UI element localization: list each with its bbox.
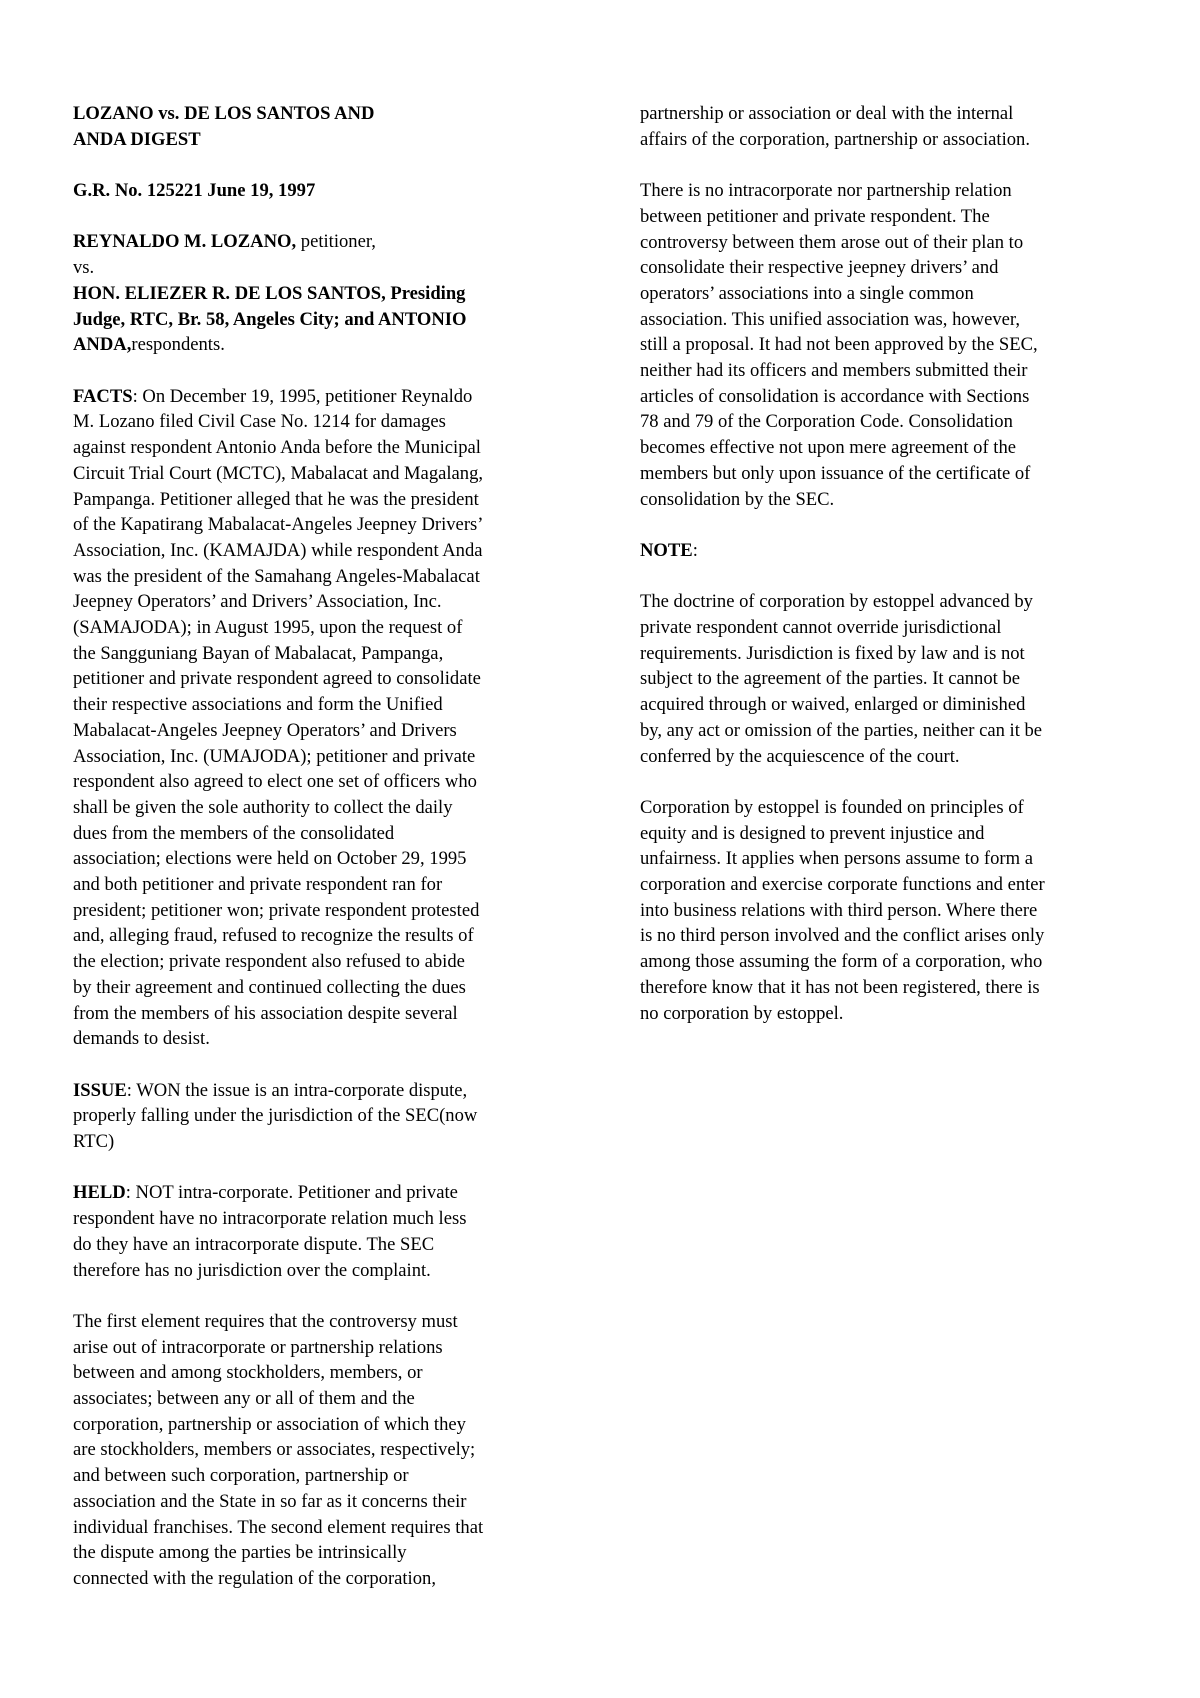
paragraph-line: The first element requires that the controversy must [73,1310,458,1332]
paragraph-line: still a proposal. It had not been approved by the SEC, [640,334,1038,356]
continuation-paragraph [640,101,1140,152]
paragraph-line: the Sangguniang Bayan of Mabalacat, Pampanga, [73,642,444,664]
respondent-line: HON. ELIEZER R. DE LOS SANTOS, Presiding [73,282,466,304]
left-column [73,101,573,1617]
paragraph-line: petitioner and private respondent agreed to consolidate [73,668,481,690]
facts-paragraph [73,384,573,1052]
paragraph-line: (SAMAJODA); in August 1995, upon the request of [73,617,463,639]
paragraph-line: partnership or association or deal with the internal [640,103,1014,124]
issue-paragraph [73,1078,573,1155]
paragraph-line: Circuit Trial Court (MCTC), Mabalacat and Magalang, [73,462,484,484]
title-line: ANDA DIGEST [73,128,201,150]
paragraph-line: requirements. Jurisdiction is fixed by law and is not [640,642,1025,664]
paragraph-line: corporation and exercise corporate functions and enter [640,874,1045,896]
paragraph-line: their respective associations and form the Unified [73,694,443,716]
paragraph-line: association; elections were held on October 29, 1995 [73,848,467,870]
facts-label: FACTS [73,385,133,407]
title-line: LOZANO vs. DE LOS SANTOS AND [73,103,375,124]
paragraph-line: conferred by the acquiescence of the court. [640,745,960,767]
paragraph-line: Association, Inc. (KAMAJDA) while respondent Anda [73,539,483,561]
paragraph-line: president; petitioner won; private respondent protested [73,899,480,921]
paragraph-line: no corporation by estoppel. [640,1002,844,1024]
paragraph-line: against respondent Antonio Anda before the Municipal [73,437,481,459]
paragraph-line: controversy between them arose out of their plan to [640,231,1024,253]
paragraph-line: and both petitioner and private respondent ran for [73,874,443,896]
paragraph-line: are stockholders, members or associates, respectively; [73,1439,476,1461]
paragraph-line: the dispute among the parties be intrinsically [73,1542,407,1564]
held-label: HELD [73,1182,126,1204]
paragraph-line: consolidate their respective jeepney drivers’ and [640,257,999,279]
paragraph-line: respondent have no intracorporate relation much less [73,1208,467,1230]
paragraph-line: connected with the regulation of the corporation, [73,1567,436,1589]
paragraph-line: therefore know that it has not been registered, there is [640,976,1040,998]
paragraph-line: from the members of his association despite several [73,1002,458,1024]
paragraph-line: and between such corporation, partnership or [73,1465,409,1487]
first-element-paragraph [73,1309,573,1592]
paragraph-line: affairs of the corporation, partnership or association. [640,128,1030,150]
paragraph-line: and, alleging fraud, refused to recognize the results of [73,925,474,947]
paragraph-line: therefore has no jurisdiction over the complaint. [73,1259,431,1281]
paragraph-line: unfairness. It applies when persons assume to form a [640,848,1033,870]
paragraph-line: operators’ associations into a single common [640,282,974,304]
paragraph-line: neither had its officers and members submitted their [640,360,1028,382]
paragraph-line: Pampanga. Petitioner alleged that he was the president [73,488,479,510]
paragraph-line: ISSUE: WON the issue is an intra-corporate dispute, [73,1079,468,1101]
note-colon: : [692,539,698,561]
paragraph-line: between and among stockholders, members, or [73,1362,423,1384]
paragraph-line: arise out of intracorporate or partnership relations [73,1336,443,1358]
paragraph-line: Mabalacat-Angeles Jeepney Operators’ and Drivers [73,719,457,741]
note-heading [640,538,1140,564]
paragraph-line: among those assuming the form of a corporation, who [640,951,1043,973]
paragraph-line: There is no intracorporate nor partnership relation [640,180,1012,202]
paragraph-line: association. This unified association was, however, [640,308,1021,330]
petitioner-line [73,229,573,255]
respondent-role: respondents. [131,334,225,356]
paragraph-line: subject to the agreement of the parties. It cannot be [640,668,1020,690]
note-label: NOTE [640,539,693,561]
paragraph-line: demands to desist. [73,1028,210,1050]
paragraph-line: individual franchises. The second element requires that [73,1516,484,1538]
parties-block [73,229,573,358]
paragraph-line: becomes effective not upon mere agreement of the [640,437,1017,459]
paragraph-line: private respondent cannot override jurisdictional [640,617,1002,639]
respondent-line [73,332,573,358]
versus-text: vs. [73,257,95,279]
respondent-line: Judge, RTC, Br. 58, Angeles City; and ANTONIO [73,308,467,330]
paragraph-line: Corporation by estoppel is founded on principles of [640,796,1024,818]
doctrine-paragraph [640,589,1140,769]
paragraph-line: is no third person involved and the conflict arises only [640,925,1045,947]
estoppel-paragraph [640,795,1140,1026]
right-column [640,101,1140,1052]
paragraph-line: the election; private respondent also refused to abide [73,951,465,973]
paragraph-line: into business relations with third person. Where there [640,899,1038,921]
held-paragraph [73,1180,573,1283]
paragraph-line: Jeepney Operators’ and Drivers’ Association, Inc. [73,591,442,613]
paragraph-line: between petitioner and private respondent. The [640,205,990,227]
paragraph-line: RTC) [73,1131,115,1153]
issue-label: ISSUE [73,1079,127,1101]
paragraph-line: respondent also agreed to elect one set of officers who [73,771,477,793]
paragraph-line: HELD: NOT intra-corporate. Petitioner and private [73,1182,458,1204]
paragraph-line: properly falling under the jurisdiction of the SEC(now [73,1105,478,1127]
paragraph-line: associates; between any or all of them and the [73,1388,415,1410]
paragraph-line: by, any act or omission of the parties, neither can it be [640,719,1043,741]
paragraph-line: equity and is designed to prevent injustice and [640,822,985,844]
paragraph-line: dues from the members of the consolidated [73,822,395,844]
paragraph-line: Association, Inc. (UMAJODA); petitioner and private [73,745,476,767]
paragraph-line: do they have an intracorporate dispute. The SEC [73,1233,435,1255]
paragraph-line: by their agreement and continued collecting the dues [73,976,466,998]
paragraph-line: M. Lozano filed Civil Case No. 1214 for damages [73,411,446,433]
paragraph-line: association and the State in so far as it concerns their [73,1490,467,1512]
paragraph-line: acquired through or waived, enlarged or diminished [640,694,1026,716]
no-relation-paragraph [640,178,1140,512]
document-title [73,101,573,152]
petitioner-role: petitioner, [296,231,376,253]
paragraph-line: was the president of the Samahang Angeles-Mabalacat [73,565,480,587]
paragraph-line: members but only upon issuance of the certificate of [640,462,1031,484]
respondent-name: ANDA, [73,334,132,356]
paragraph-line: consolidation by the SEC. [640,488,835,510]
paragraph-line: of the Kapatirang Mabalacat-Angeles Jeepney Drivers’ [73,514,484,536]
case-number: G.R. No. 125221 June 19, 1997 [73,180,316,202]
paragraph-line: shall be given the sole authority to collect the daily [73,796,453,818]
paragraph-line: FACTS: On December 19, 1995, petitioner Reynaldo [73,385,473,407]
paragraph-line: articles of consolidation is accordance with Sections [640,385,1030,407]
paragraph-line: The doctrine of corporation by estoppel advanced by [640,591,1033,613]
petitioner-name: REYNALDO M. LOZANO, [73,231,297,253]
paragraph-line: corporation, partnership or association of which they [73,1413,466,1435]
paragraph-line: 78 and 79 of the Corporation Code. Consolidation [640,411,1013,433]
